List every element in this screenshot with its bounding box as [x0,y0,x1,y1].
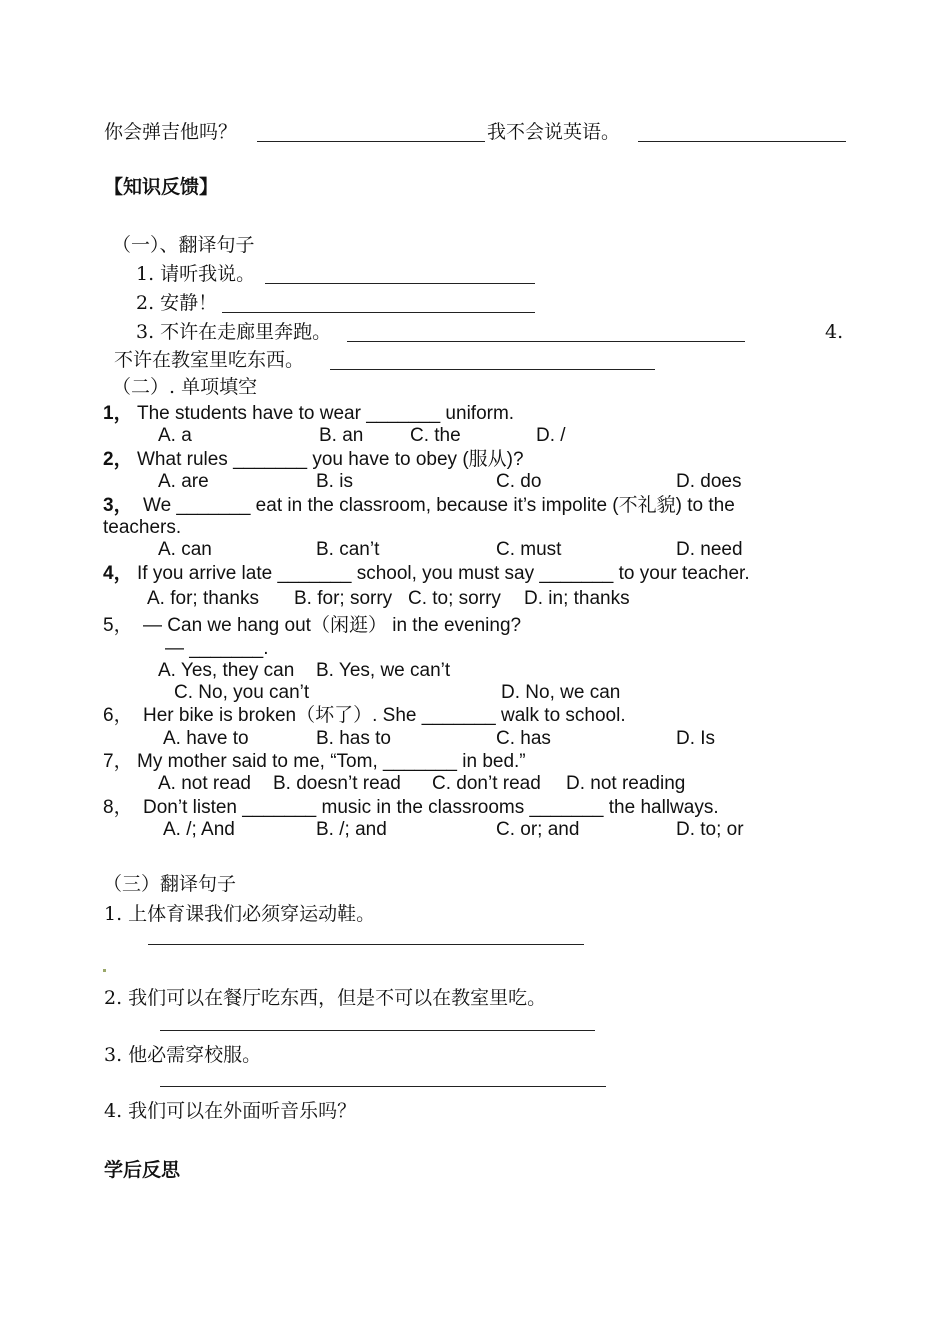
option-c[interactable]: C. has [496,728,551,749]
part1-item: 2. 安静！ [136,292,218,314]
answer-blank[interactable] [347,341,745,342]
answer-blank[interactable] [330,369,655,370]
question-text: Her bike is broken（坏了）. She _______ walk to school. [143,705,626,726]
question-reply: — _______. [165,638,269,659]
question-number: 2， [103,449,133,470]
question-text: — Can we hang out（闲逛） in the evening? [143,615,522,636]
question-text: Don’t listen _______ music in the classrooms _______ the hallways. [143,797,719,818]
option-a[interactable]: A. for; thanks [147,588,259,609]
option-c[interactable]: C. must [496,539,562,560]
option-b[interactable]: B. an [319,425,364,446]
option-a[interactable]: A. a [158,425,192,446]
option-d[interactable]: D. / [536,425,566,446]
question-english: 我不会说英语。 [487,121,621,143]
part1-item: 3. 不许在走廊里奔跑。 [136,321,332,343]
question-text: My mother said to me, “Tom, _______ in bed.” [137,751,526,772]
section-heading-reflection: 学后反思 [104,1160,181,1181]
question-text: We _______ eat in the classroom, because it’s impolite (不礼貌) to the [143,495,735,516]
part3-item: 2. 我们可以在餐厅吃东西，但是不可以在教室里吃。 [104,987,547,1009]
option-c[interactable]: C. don’t read [432,773,541,794]
question-number: 4， [103,563,133,584]
part3-item: 3. 他必需穿校服。 [104,1044,262,1066]
option-a[interactable]: A. /; And [163,819,235,840]
part1-item: 1. 请听我说。 [136,263,256,285]
option-c[interactable]: C. do [496,471,542,492]
option-b[interactable]: B. for; sorry [294,588,393,609]
option-b[interactable]: B. Yes, we can’t [316,660,451,681]
option-b[interactable]: B. /; and [316,819,387,840]
question-number: 5， [103,615,133,636]
question-number: 7， [103,751,133,772]
option-a[interactable]: A. can [158,539,212,560]
option-a[interactable]: A. not read [158,773,251,794]
option-d[interactable]: D. to; or [676,819,744,840]
option-d[interactable]: D. does [676,471,742,492]
option-c[interactable]: C. to; sorry [408,588,501,609]
option-d[interactable]: D. Is [676,728,716,749]
option-b[interactable]: B. doesn’t read [273,773,401,794]
question-number: 8， [103,797,133,818]
option-a[interactable]: A. Yes, they can [158,660,295,681]
option-c[interactable]: C. No, you can’t [174,682,310,703]
part3-item: 1. 上体育课我们必须穿运动鞋。 [104,903,376,925]
question-number: 1， [103,403,133,424]
option-a[interactable]: A. are [158,471,209,492]
option-a[interactable]: A. have to [163,728,249,749]
answer-blank[interactable] [160,1030,595,1031]
answer-blank[interactable] [638,141,846,142]
answer-blank[interactable] [257,141,485,142]
option-d[interactable]: D. not reading [566,773,686,794]
part3-item: 4. 我们可以在外面听音乐吗？ [104,1100,357,1122]
option-c[interactable]: C. or; and [496,819,580,840]
question-text-continued: teachers. [103,517,182,538]
option-b[interactable]: B. can’t [316,539,380,560]
option-d[interactable]: D. in; thanks [524,588,630,609]
question-text: If you arrive late _______ school, you must say _______ to your teacher. [137,563,750,584]
stray-mark [103,969,106,972]
answer-blank[interactable] [222,312,535,313]
part1-item-number: 4. [825,321,844,343]
part2-heading: （二）. 单项填空 [112,376,258,398]
option-d[interactable]: D. need [676,539,743,560]
question-text: What rules _______ you have to obey (服从)? [137,449,524,470]
question-number: 3， [103,495,133,516]
option-d[interactable]: D. No, we can [501,682,621,703]
option-c[interactable]: C. the [410,425,461,446]
part3-heading: （三）翻译句子 [103,873,237,895]
answer-blank[interactable] [265,283,535,284]
answer-blank[interactable] [148,944,584,945]
option-b[interactable]: B. has to [316,728,391,749]
part1-heading: （一）、翻译句子 [112,234,255,256]
option-b[interactable]: B. is [316,471,353,492]
section-heading-feedback: 【知识反馈】 [104,177,219,198]
question-text: The students have to wear _______ uniform. [137,403,515,424]
answer-blank[interactable] [160,1086,606,1087]
part1-item: 不许在教室里吃东西。 [114,349,305,371]
question-number: 6， [103,705,133,726]
question-guitar: 你会弹吉他吗？ [104,121,238,143]
